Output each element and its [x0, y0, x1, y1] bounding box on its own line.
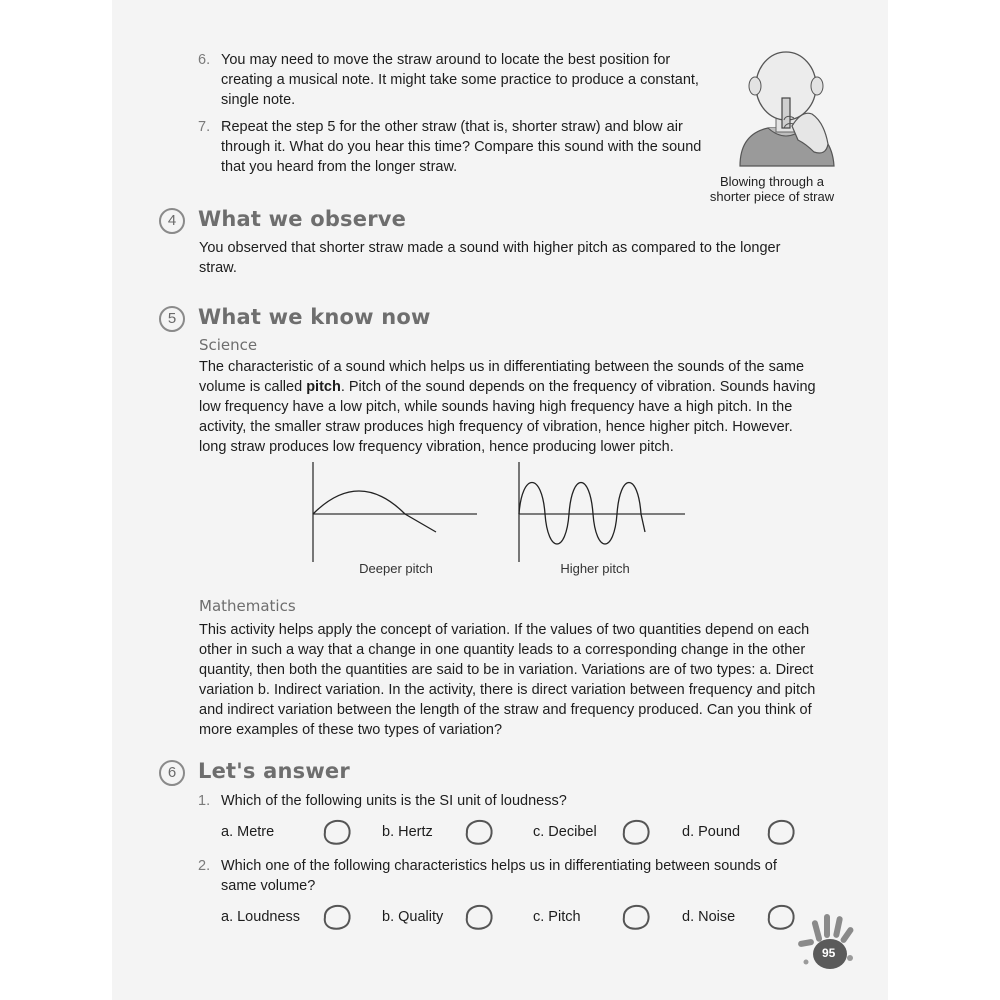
keyword-pitch: pitch: [306, 379, 341, 395]
option-label: a. Metre: [221, 824, 275, 840]
option-label: d. Pound: [682, 824, 741, 840]
observe-text: You observed that shorter straw made a sound with higher pitch as compared to the longer: [199, 240, 781, 256]
section-number-badge: 5: [159, 306, 185, 332]
math-text: more examples of these two types of variation?: [199, 722, 503, 738]
step-text: Repeat the step 5 for the other straw (that is, shorter straw) and blow air: [221, 119, 683, 135]
question-number: 1.: [198, 793, 211, 809]
observe-text: straw.: [199, 260, 237, 276]
option-label: a. Loudness: [221, 909, 301, 925]
math-text: quantity, then both the quantities are said to be in variation. Variations are of two types: a. Direct: [199, 662, 814, 678]
hand-print-icon: [796, 910, 866, 974]
math-text: This activity helps apply the concept of variation. If the values of two quantities depend on each: [199, 622, 810, 638]
answer-bubble[interactable]: [321, 903, 353, 931]
page-number: 95: [822, 946, 836, 960]
subsection-title-science: Science: [199, 336, 258, 354]
section-title: What we observe: [198, 207, 407, 231]
step-number: 6.: [198, 52, 211, 68]
science-text: long straw produces low frequency vibration, hence producing lower pitch.: [199, 439, 674, 455]
step-text: creating a musical note. It might take some practice to produce a constant,: [221, 72, 699, 88]
math-text: and indirect variation between the length of the straw and frequency produced. Can you think of: [199, 702, 812, 718]
option-label: b. Quality: [382, 909, 444, 925]
pitch-waveform-diagrams: [300, 458, 700, 566]
science-text: low frequency have a low pitch, while sounds having high frequency have a high pitch. In the: [199, 399, 793, 415]
science-text: activity, the smaller straw produces high frequency of vibration, hence higher pitch. However.: [199, 419, 793, 435]
answer-bubble[interactable]: [463, 818, 495, 846]
answer-bubble[interactable]: [765, 903, 797, 931]
section-number-badge: 4: [159, 208, 185, 234]
option-label: b. Hertz: [382, 824, 433, 840]
section-title: What we know now: [198, 305, 431, 329]
option-label: c. Pitch: [533, 909, 581, 925]
question-number: 2.: [198, 858, 211, 874]
subsection-title-mathematics: Mathematics: [199, 597, 296, 615]
figure-caption: Blowing through a: [719, 174, 825, 189]
step-text: single note.: [221, 92, 296, 108]
answer-bubble[interactable]: [321, 818, 353, 846]
math-text: other in such a way that a change in one quantity leads to a corresponding change in the other: [199, 642, 806, 658]
graph-caption-higher: Higher pitch: [560, 561, 630, 576]
science-text: volume is called pitch. Pitch of the sound depends on the frequency of vibration. Sounds having: [199, 379, 816, 395]
deeper-pitch-wave: [313, 491, 436, 532]
boy-blowing-straw-illustration: [728, 48, 844, 170]
figure-caption: shorter piece of straw: [709, 189, 835, 204]
higher-pitch-wave: [519, 483, 645, 545]
answer-bubble[interactable]: [463, 903, 495, 931]
answer-bubble[interactable]: [620, 818, 652, 846]
math-text: variation b. Indirect variation. In the activity, there is direct variation between frequency and pitch: [199, 682, 816, 698]
answer-bubble[interactable]: [765, 818, 797, 846]
step-text: that you heard from the longer straw.: [221, 159, 458, 175]
science-text: The characteristic of a sound which helps us in differentiating between the sounds of the same: [199, 359, 805, 375]
step-text: through it. What do you hear this time? Compare this sound with the sound: [221, 139, 702, 155]
option-label: c. Decibel: [533, 824, 597, 840]
step-number: 7.: [198, 119, 211, 135]
section-number-badge: 6: [159, 760, 185, 786]
answer-bubble[interactable]: [620, 903, 652, 931]
question-text: Which of the following units is the SI unit of loudness?: [221, 793, 567, 809]
section-title: Let's answer: [198, 759, 350, 783]
graph-caption-deeper: Deeper pitch: [359, 561, 433, 576]
question-text: same volume?: [221, 878, 316, 894]
question-text: Which one of the following characteristics helps us in differentiating between sounds of: [221, 858, 777, 874]
option-label: d. Noise: [682, 909, 736, 925]
step-text: You may need to move the straw around to locate the best position for: [221, 52, 671, 68]
